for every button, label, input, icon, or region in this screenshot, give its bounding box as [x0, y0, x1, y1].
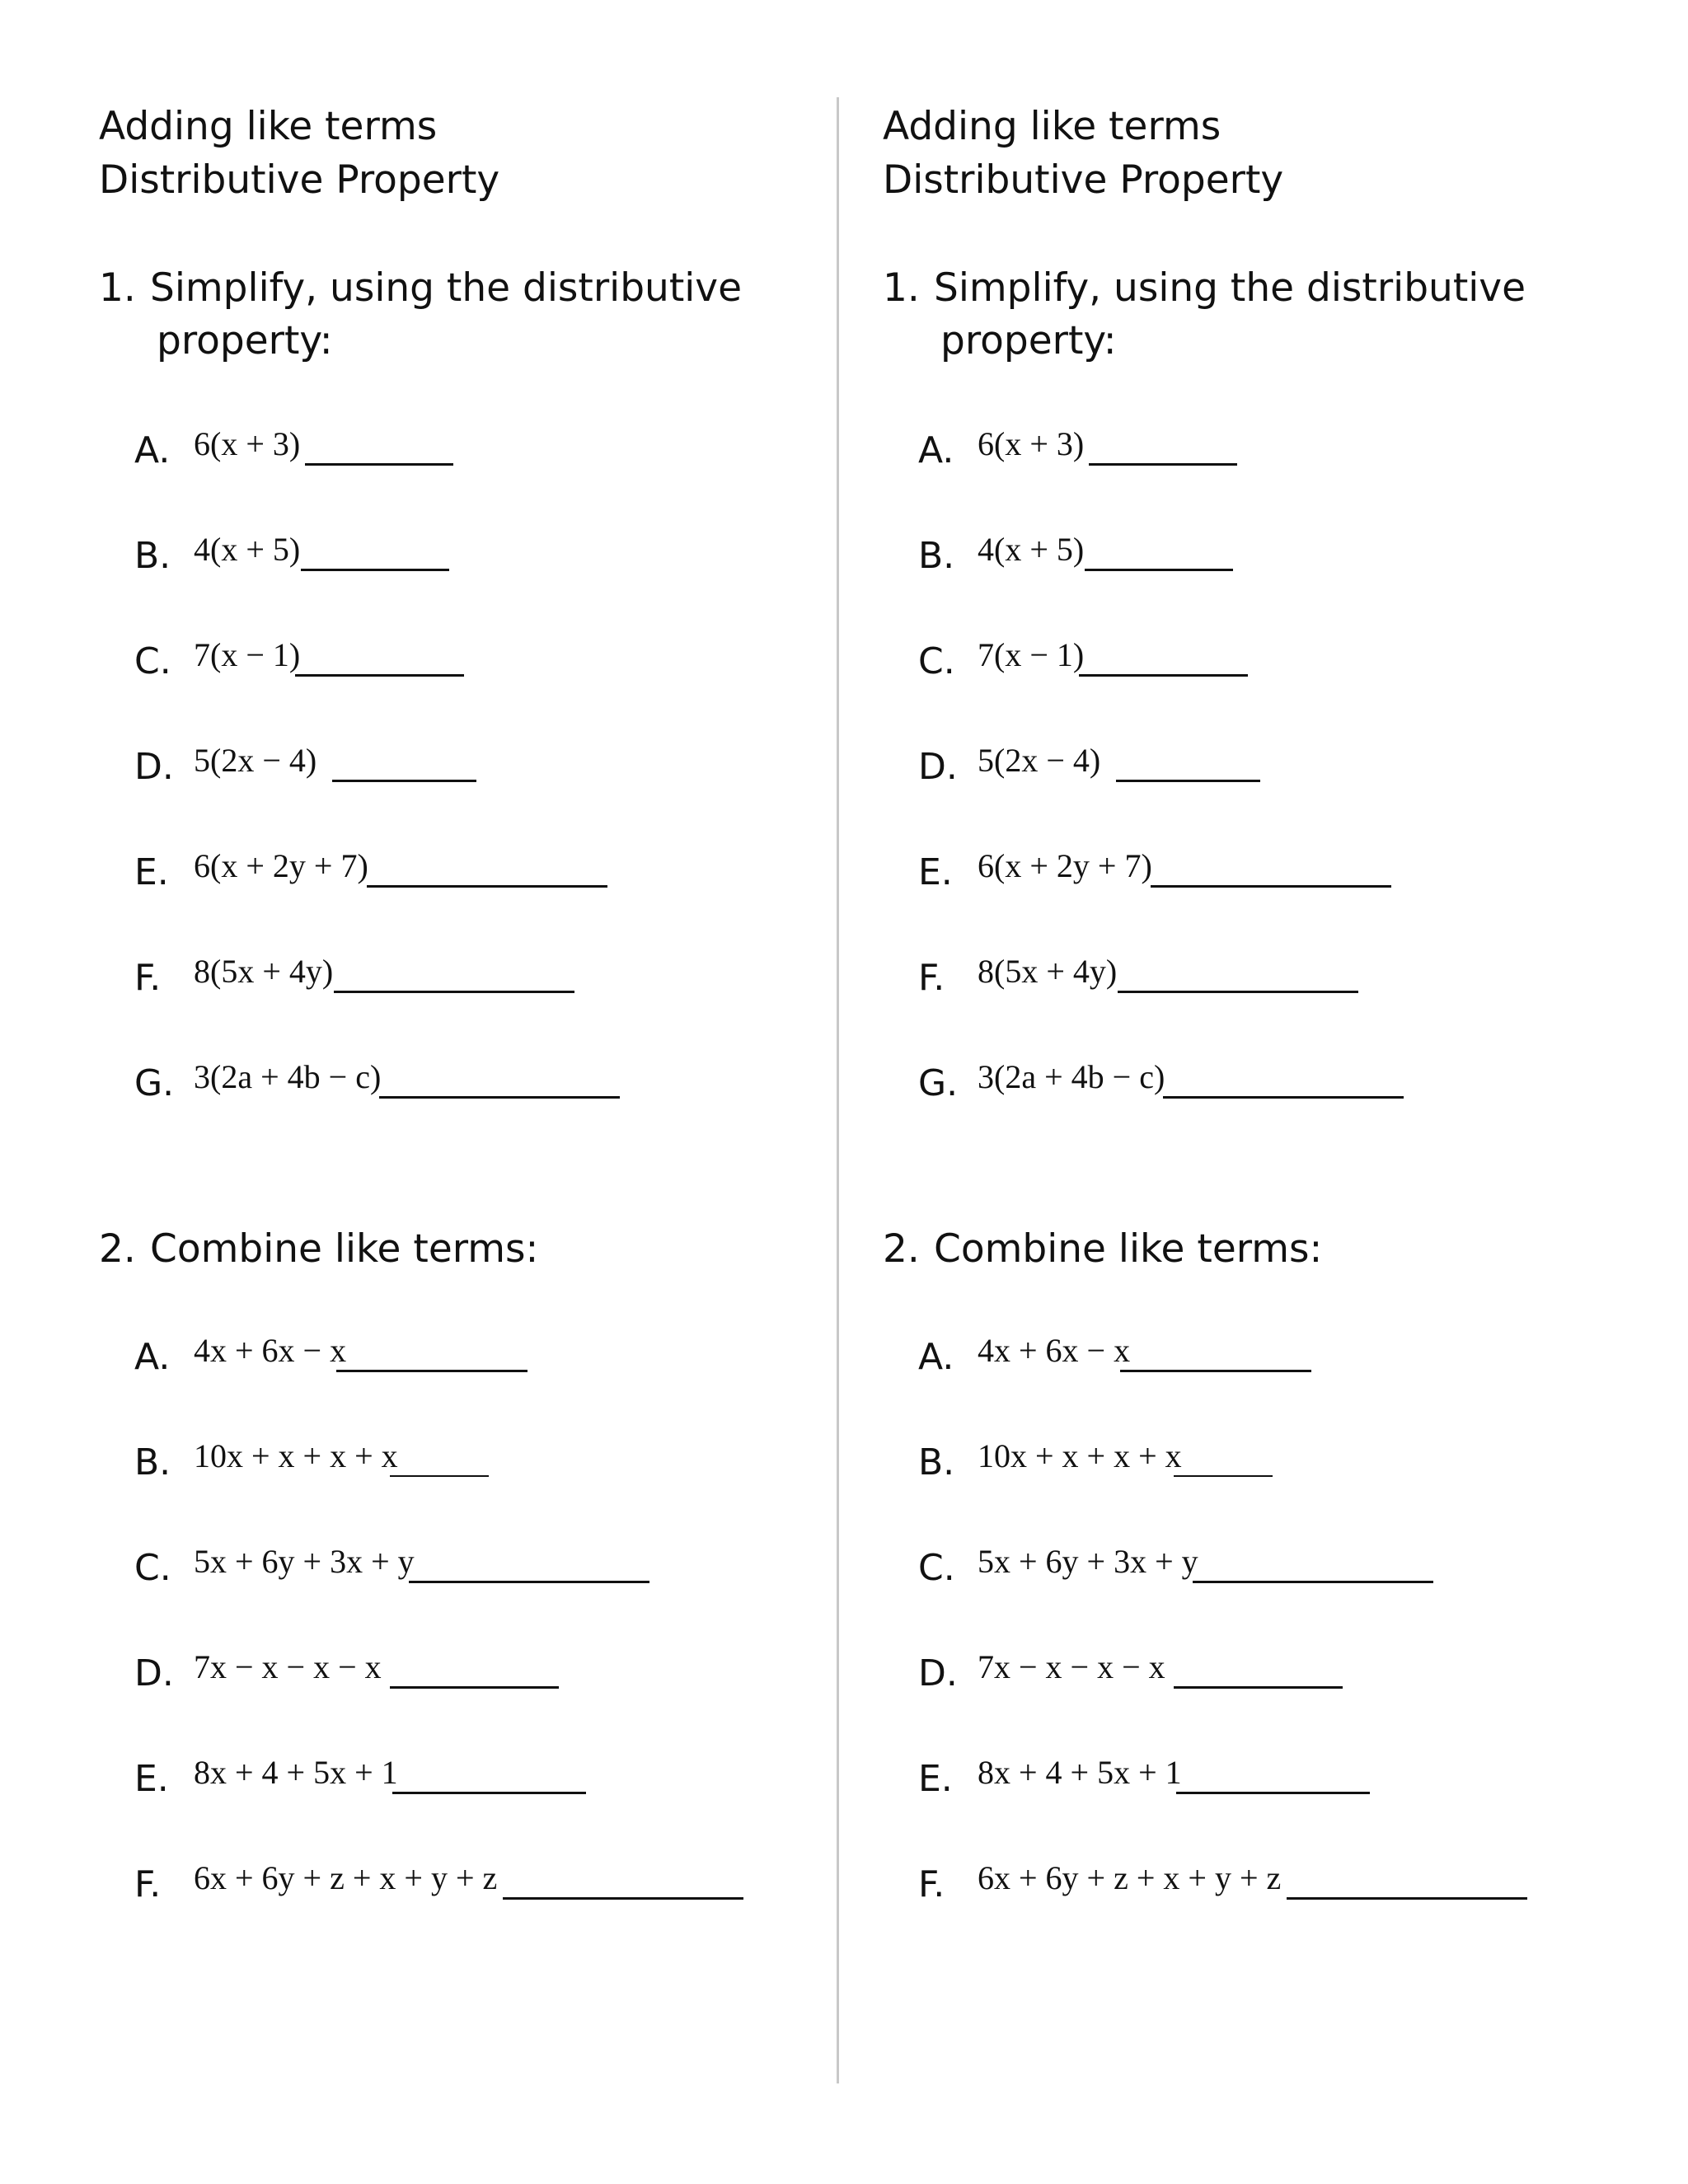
- question-text-continued: property:: [157, 318, 333, 363]
- problem-expression: 10x + x + x + x: [194, 1437, 398, 1474]
- question-number: 1.: [99, 265, 136, 311]
- question-1-prompt: [883, 262, 1526, 368]
- worksheet-subtitle: Distributive Property: [99, 157, 500, 203]
- problem-expression: 5(2x − 4): [194, 742, 317, 779]
- answer-blank[interactable]: [1118, 991, 1358, 993]
- answer-blank[interactable]: [390, 1475, 489, 1477]
- problem-letter: E.: [134, 851, 169, 893]
- problem-letter: G.: [918, 1062, 959, 1104]
- problem-expression: 4(x + 5): [978, 531, 1085, 568]
- problem-expression: 8(5x + 4y): [194, 953, 334, 990]
- question-text: Simplify, using the distributive: [934, 265, 1526, 311]
- problem-letter: A.: [134, 429, 171, 471]
- problem-expression: 5x + 6y + 3x + y: [978, 1543, 1198, 1580]
- problem-expression: 5(2x − 4): [978, 742, 1101, 779]
- problem-letter: F.: [918, 1863, 945, 1905]
- answer-blank[interactable]: [336, 1370, 528, 1372]
- worksheet-column-left: [0, 0, 775, 2184]
- problem-letter: B.: [134, 1441, 171, 1483]
- problem-letter: C.: [918, 1547, 955, 1589]
- answer-blank[interactable]: [1174, 1475, 1273, 1477]
- answer-blank[interactable]: [503, 1897, 743, 1900]
- problem-letter: C.: [134, 1547, 171, 1589]
- answer-blank[interactable]: [334, 991, 574, 993]
- problem-letter: G.: [134, 1062, 175, 1104]
- problem-letter: D.: [134, 1652, 174, 1694]
- problem-expression: 6x + 6y + z + x + y + z: [978, 1859, 1282, 1896]
- problem-letter: E.: [134, 1758, 169, 1800]
- question-text: Combine like terms:: [934, 1226, 1323, 1272]
- answer-blank[interactable]: [1287, 1897, 1527, 1900]
- question-text: Combine like terms:: [150, 1226, 539, 1272]
- problem-expression: 8(5x + 4y): [978, 953, 1118, 990]
- problem-letter: E.: [918, 1758, 953, 1800]
- answer-blank[interactable]: [1151, 885, 1391, 888]
- problem-letter: C.: [918, 640, 955, 682]
- problem-expression: 7x − x − x − x: [978, 1648, 1165, 1685]
- problem-letter: D.: [918, 746, 958, 788]
- problem-letter: B.: [918, 535, 955, 577]
- answer-blank[interactable]: [1116, 780, 1260, 782]
- problem-expression: 8x + 4 + 5x + 1: [978, 1754, 1182, 1791]
- problem-expression: 5x + 6y + 3x + y: [194, 1543, 415, 1580]
- problem-expression: 6(x + 3): [194, 425, 301, 462]
- worksheet-title: Adding like terms: [99, 104, 438, 149]
- question-text: Simplify, using the distributive: [150, 265, 743, 311]
- problem-expression: 6x + 6y + z + x + y + z: [194, 1859, 498, 1896]
- answer-blank[interactable]: [392, 1792, 586, 1794]
- answer-blank[interactable]: [367, 885, 607, 888]
- question-1-prompt: [99, 262, 742, 368]
- answer-blank[interactable]: [1085, 569, 1233, 571]
- answer-blank[interactable]: [1089, 463, 1237, 466]
- problem-expression: 7x − x − x − x: [194, 1648, 382, 1685]
- answer-blank[interactable]: [379, 1096, 620, 1099]
- problem-letter: F.: [134, 1863, 162, 1905]
- answer-blank[interactable]: [1079, 674, 1248, 677]
- problem-letter: D.: [918, 1652, 958, 1694]
- question-text-continued: property:: [940, 318, 1117, 363]
- question-number: 2.: [883, 1226, 920, 1272]
- problem-expression: 7(x − 1): [194, 636, 301, 673]
- answer-blank[interactable]: [1193, 1581, 1433, 1583]
- problem-expression: 4(x + 5): [194, 531, 301, 568]
- question-2-prompt: [883, 1223, 1322, 1276]
- worksheet-column-right: [784, 0, 1559, 2184]
- problem-letter: A.: [918, 1336, 954, 1378]
- answer-blank[interactable]: [1176, 1792, 1370, 1794]
- problem-expression: 6(x + 2y + 7): [194, 847, 368, 884]
- worksheet-title: Adding like terms: [883, 104, 1221, 149]
- problem-letter: F.: [134, 957, 162, 999]
- problem-letter: B.: [918, 1441, 955, 1483]
- problem-letter: B.: [134, 535, 171, 577]
- problem-letter: E.: [918, 851, 953, 893]
- problem-letter: A.: [918, 429, 954, 471]
- question-number: 2.: [99, 1226, 136, 1272]
- problem-expression: 6(x + 2y + 7): [978, 847, 1152, 884]
- problem-expression: 8x + 4 + 5x + 1: [194, 1754, 398, 1791]
- answer-blank[interactable]: [332, 780, 476, 782]
- problem-letter: A.: [134, 1336, 171, 1378]
- answer-blank[interactable]: [1174, 1686, 1343, 1689]
- problem-expression: 4x + 6x − x: [978, 1332, 1131, 1369]
- problem-expression: 4x + 6x − x: [194, 1332, 347, 1369]
- problem-letter: F.: [918, 957, 945, 999]
- question-number: 1.: [883, 265, 920, 311]
- answer-blank[interactable]: [1120, 1370, 1311, 1372]
- answer-blank[interactable]: [295, 674, 464, 677]
- problem-letter: D.: [134, 746, 174, 788]
- problem-expression: 7(x − 1): [978, 636, 1085, 673]
- answer-blank[interactable]: [301, 569, 449, 571]
- answer-blank[interactable]: [409, 1581, 649, 1583]
- answer-blank[interactable]: [305, 463, 453, 466]
- problem-expression: 3(2a + 4b − c): [978, 1058, 1165, 1095]
- answer-blank[interactable]: [390, 1686, 559, 1689]
- problem-expression: 10x + x + x + x: [978, 1437, 1182, 1474]
- problem-letter: C.: [134, 640, 171, 682]
- worksheet-subtitle: Distributive Property: [883, 157, 1284, 203]
- problem-expression: 6(x + 3): [978, 425, 1085, 462]
- question-2-prompt: [99, 1223, 538, 1276]
- problem-expression: 3(2a + 4b − c): [194, 1058, 382, 1095]
- answer-blank[interactable]: [1163, 1096, 1404, 1099]
